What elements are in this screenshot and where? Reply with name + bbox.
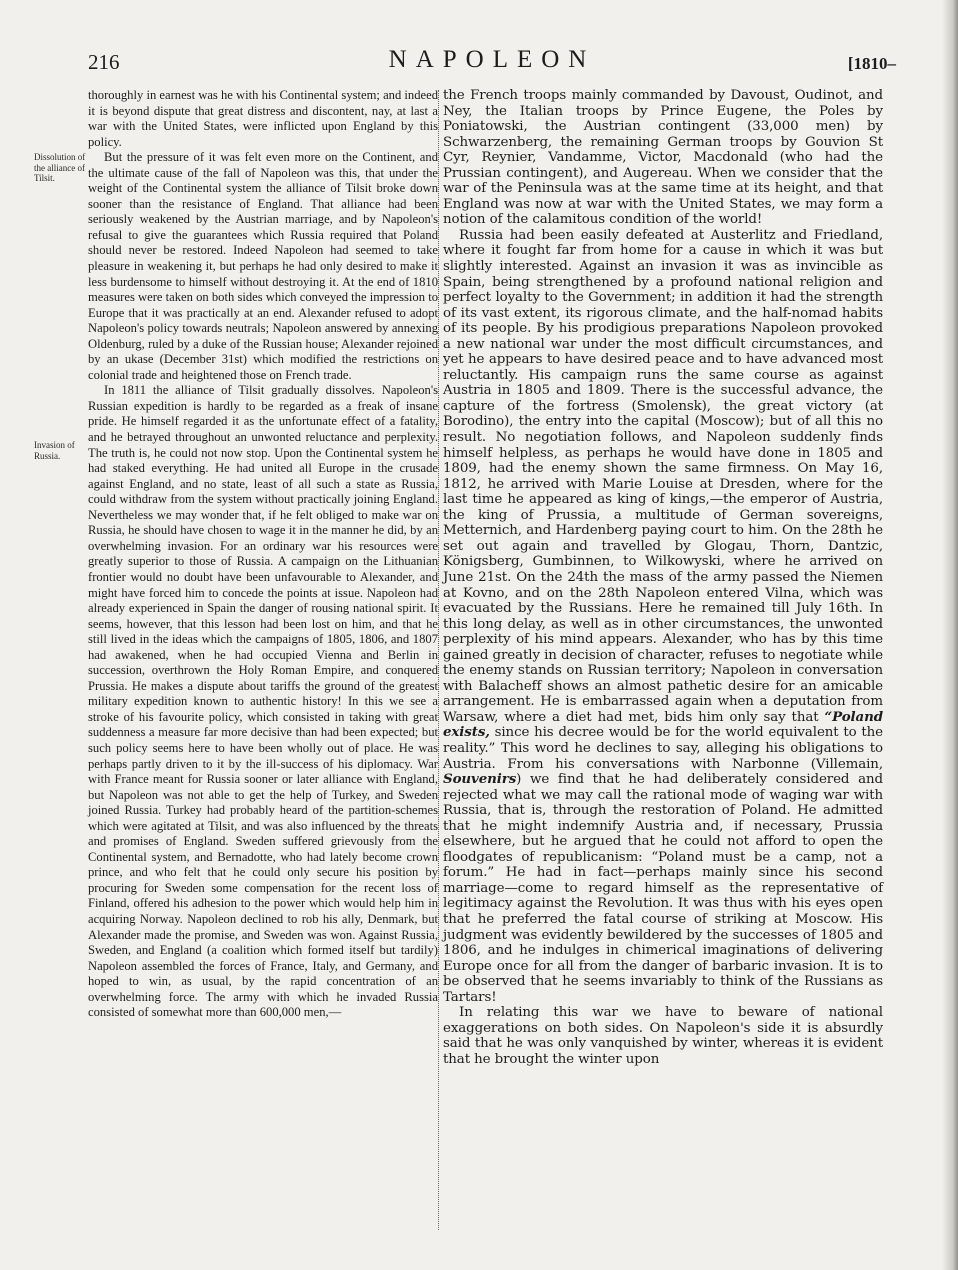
work-title-souvenirs: Souvenirs — [443, 771, 517, 788]
page-number: 216 — [88, 50, 120, 74]
text-run: since his decree would be for the world equivalent to the reality.” This word he declines to say, alleging his obligations to Austria. From his conversations with Narbonne (Villemain, — [443, 725, 883, 772]
column-divider — [438, 90, 439, 1230]
paragraph — [443, 228, 883, 1005]
left-column — [88, 88, 438, 1021]
running-title: NAPOLEON — [388, 46, 596, 73]
paragraph: But the pressure of it was felt even more on the Continent, and the ultimate cause of the fall of Napoleon was this, that under the weight of the Continental system the alliance of Tilsit broke down sooner than the resistance of England. That alliance had been seriously weakened by the Austrian marriage, and by Napoleon's refusal to give the guarantees which Russia required that Poland should never be restored. Indeed Napoleon had seemed to take pleasure in weakening it, but perhaps he had only desired to make it less burdensome to himself without destroying it. At the end of 1810 measures were taken on both sides which conveyed the impression to Europe that it was practically at an end. Alexander refused to adopt Napoleon's policy towards neutrals; Napoleon answered by annexing Oldenburg, ruled by a duke of the Russian house; Alexander rejoined by an ukase (December 31st) which modified the restrictions on colonial trade and heightened those on French trade. — [88, 150, 438, 382]
margin-note-dissolution: Dissolution of the alliance of Tilsit. — [34, 152, 86, 183]
text-run: Russia had been easily defeated at Austerlitz and Friedland, where it fought far from home for a cause in which it was but slightly interested. Against an invasion it was as invincible as Spain, being strengthened by a profound national religion and perfect loyalty to the Government; in addition it had the strength of its vast extent, its rigorous climate, and the half-nomad habits of its people. By his prodigious preparations Napoleon provoked a new national war under the most difficult circumstances, and yet he appears to have desired peace and to have advanced most reluctantly. His campaign runs the same course as against Austria in 1805 and 1809. There is the successful advance, the capture of the fortress (Smolensk), the great victory (at Borodino), the entry into the capital (Moscow); but of all this no result. No negotiation follows, and Napoleon suddenly finds himself helpless, as perhaps he would have done in 1805 and 1809, had the enemy shown the same firmness. On May 16, 1812, he arrived with Marie Louise at Dresden, where for the last time he appeared as king of kings,—the emperor of Austria, the king of Prussia, a multitude of German sovereigns, Metternich, and Hardenberg paying court to him. On the 28th he set out again and travelled by Glogau, Thorn, Dantzic, Königsberg, Gumbinnen, to Wilkowyski, where he arrived on June 21st. On the 24th the mass of the army passed the Niemen at Kovno, and on the 28th Napoleon entered Vilna, which was evacuated by the Russians. Here he remained till July 16th. In this long delay, as well as in other circumstances, the unwonted perplexity of his mind appears. Alexander, who has by this time gained greatly in decision of character, refuses to negotiate while the enemy stands on Russian territory; Napoleon in conversation with Balacheff shows an almost pathetic desire for an amicable arrangement. He is embarrassed again when a deputation from Warsaw, where a diet had met, bids him only say that — [443, 227, 883, 725]
page-edge-shadow — [942, 0, 958, 1270]
paragraph: the French troops mainly commanded by Davoust, Oudinot, and Ney, the Italian troops by Prince Eugene, the Poles by Poniatowski, the Austrian contingent (33,000 men) by Schwarzenberg, the remaining German troops by Gouvion St Cyr, Reynier, Vandamme, Victor, Macdonald (who had the Prussian contingent), and Augereau. When we consider that the war of the Peninsula was at the same time at its height, and that England was now at war with the United States, we may form a notion of the calamitous condition of the world! — [443, 88, 883, 228]
text-run: ) we find that he had deliberately considered and rejected what we may call the rational mode of waging war with Russia, that is, through the restoration of Poland. He admitted that he might indemnify Austria and, if necessary, Prussia elsewhere, but he argued that he could not afford to open the floodgates of republicanism: “Poland must be a camp, not a forum.” He had in fact—perhaps mainly since his second marriage—come to regard himself as the representative of legitimacy against the Revolution. It was thus with his eyes open that he preferred the fatal course of striking at Moscow. His judgment was evidently bewildered by the successes of 1805 and 1806, and he indulges in chimerical imaginations of delivering Europe once for all from the danger of barbaric invasion. It is to be observed that he seems invariably to think of the Russians as Tartars! — [443, 772, 883, 1005]
quote-poland-exists: “Poland exists, — [443, 708, 883, 741]
running-year: [1810– — [847, 54, 896, 73]
right-column — [443, 88, 883, 1067]
paragraph: In 1811 the alliance of Tilsit gradually dissolves. Napoleon's Russian expedition is hardly to be regarded as a freak of insane pride. He himself regarded it as the unfortunate effect of a fatality, and he betrayed throughout an unwonted reluctance and perplexity. The truth is, he could not now stop. Upon the Continental system he had staked everything. He had united all Europe in the crusade against England, and no state, least of all such a state as Russia, could withdraw from the system without practically joining England. Nevertheless we may wonder that, if he felt obliged to make war on Russia, he should have chosen to wage it in the manner he did, by an overwhelming invasion. For an ordinary war his resources were greatly superior to those of Russia. A campaign on the Lithuanian frontier would no doubt have been unfavourable to Alexander, and might have forced him to concede the points at issue. Napoleon had already experienced in Spain the danger of rousing national spirit. It seems, however, that this lesson had been lost on him, and that he still lived in the ideas which the campaigns of 1805, 1806, and 1807 had awakened, when he had occupied Vienna and Berlin in succession, overthrown the Holy Roman Empire, and conquered Prussia. He makes a dispute about tariffs the ground of the greatest military expedition known to authentic history! In this we see a stroke of his favourite policy, which consisted in taking with great suddenness a measure far more decisive than had been expected; but such policy seems here to have been wholly out of place. He was perhaps partly driven to it by the ill-success of his diplomacy. War with France meant for Russia sooner or later alliance with England, but Napoleon was not able to get the help of Turkey, and Sweden joined Russia. Turkey had probably heard of the partition-schemes which were agitated at Tilsit, and was also influenced by the threats and promises of England. Sweden suffered grievously from the Continental system, and Bernadotte, who had lately become crown prince, and who felt that he could only secure his position by procuring for Sweden some compensation for the recent loss of Finland, offered his adhesion to the power which would help him in acquiring Norway. Napoleon declined to rob his ally, Denmark, but Alexander made the promise, and Sweden was won. Against Russia, Sweden, and England (a coalition which formed itself but tardily) Napoleon assembled the forces of France, Italy, and Germany, and hoped to win, as usual, by the rapid concentration of an overwhelming force. The army with which he invaded Russia consisted of somewhat more than 600,000 men,— — [88, 383, 438, 1020]
margin-note-invasion: Invasion of Russia. — [34, 440, 75, 461]
paragraph: thoroughly in earnest was he with his Continental system; and indeed it is beyond dispute that great distress and discontent, nay, at last a war with the United States, were inflicted upon England by this policy. — [88, 88, 438, 149]
paragraph: In relating this war we have to beware of national exaggerations on both sides. On Napoleon's side it is absurdly said that he was only vanquished by winter, whereas it is evident that he brought the winter upon — [443, 1005, 883, 1067]
running-head — [88, 46, 896, 82]
